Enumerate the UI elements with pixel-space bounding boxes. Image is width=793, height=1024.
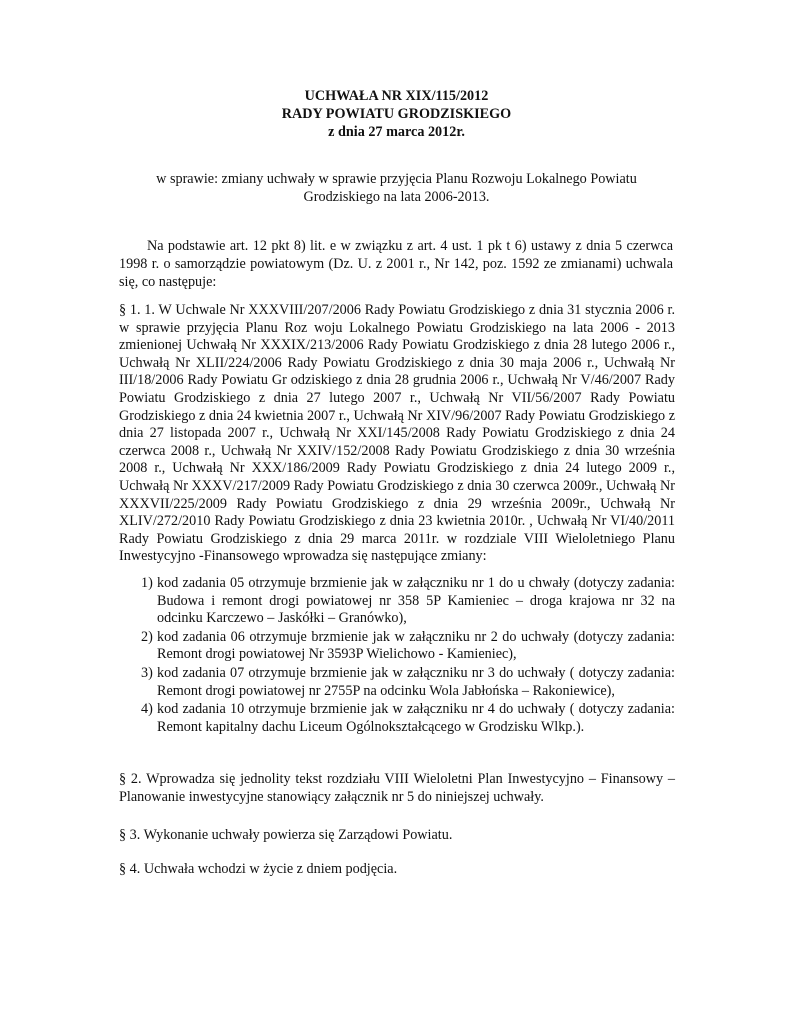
paragraph-1: § 1. 1. W Uchwale Nr XXXVIII/207/2006 Rady Powiatu Grodziskiego z dnia 31 stycznia 2006 r. w sprawie przyjęcia Planu Roz woju Lokalnego Powiatu Grodziskiego na lata 2006 - 2013 zmienionej Uchwałą Nr XXXIX/213/2006 Rady Powiatu Grodziskiego z dnia 28 lutego 2006 r., Uchwałą Nr XLII/224/2006 Rady Powiatu Grodziskiego z dnia 30 maja 2006 r., Uchwałą Nr III/18/2006 Rady Powiatu Gr odziskiego z dnia 28 grudnia 2006 r., Uchwałą Nr V/46/2007 Rady Powiatu Grodziskiego z dnia 27 lutego 2007 r., Uchwałą Nr VII/56/2007 Rady Powiatu Grodziskiego z dnia 24 kwietnia 2007 r., Uchwałą Nr XIV/96/2007 Rady Powiatu Grodziskiego z dnia 27 listopada 2007 r., Uchwałą Nr XXI/145/2008 Rady Powiatu Grodziskiego z dnia 24 czerwca 2008 r., Uchwałą Nr XXIV/152/2008 Rady Powiatu Grodziskiego z dnia 30 września 2008 r., Uchwałą Nr XXX/186/2009 Rady Powiatu Grodziskiego z dnia 24 lutego 2009 r., Uchwałą Nr XXXV/217/2009 Rady Powiatu Grodziskiego z dnia 30 czerwca 2009r., Uchwałą Nr XXXVII/225/2009 Rady Powiatu Grodziskiego z dnia 29 września 2009r., Uchwałą Nr XLIV/272/2010 Rady Powiatu Grodziskiego z dnia 23 kwietnia 2010r. , Uchwałą Nr VI/40/2011 Rady Powiatu Grodziskiego z dnia 29 marca 2011r. w rozdziale VIII Wieloletniego Planu Inwestycyjno -Finansowego wprowadza się następujące zmiany: bbox=[119, 302, 675, 565]
list-item-text: kod zadania 06 otrzymuje brzmienie jak w załączniku nr 2 do uchwały (dotyczy zadania: Remont drogi powiatowej Nr 3593P Wielichowo - Kamieniec), bbox=[157, 628, 675, 663]
resolution-subject: w sprawie: zmiany uchwały w sprawie przyjęcia Planu Rozwoju Lokalnego Powiatu Grodziskiego na lata 2006-2013. bbox=[156, 171, 637, 205]
list-item bbox=[119, 665, 675, 700]
paragraph-4: § 4. Uchwała wchodzi w życie z dniem podjęcia. bbox=[119, 861, 398, 877]
list-item-number: 3) bbox=[141, 664, 153, 681]
resolution-number: UCHWAŁA NR XIX/115/2012 bbox=[304, 88, 489, 104]
issuing-body: RADY POWIATU GRODZISKIEGO bbox=[281, 106, 512, 122]
document-header bbox=[0, 87, 793, 141]
paragraph-2: § 2. Wprowadza się jednolity tekst rozdziału VIII Wieloletni Plan Inwestycyjno – Finansowy – Planowanie inwestycyjne stanowiący załącznik nr 5 do niniejszej uchwały. bbox=[119, 771, 675, 805]
list-item bbox=[119, 629, 675, 664]
list-item-number: 4) bbox=[141, 701, 153, 718]
list-item-text: kod zadania 05 otrzymuje brzmienie jak w załączniku nr 1 do u chwały (dotyczy zadania: Budowa i remont drogi powiatowej nr 358 5P Kamieniec – droga krajowa nr 32 na odcinku Karczewo – Jaskółki – Granówko), bbox=[157, 575, 675, 627]
resolution-date: z dnia 27 marca 2012r. bbox=[328, 124, 465, 140]
list-item bbox=[119, 701, 675, 736]
list-item bbox=[119, 575, 675, 628]
paragraph-3: § 3. Wykonanie uchwały powierza się Zarządowi Powiatu. bbox=[119, 827, 453, 843]
list-item-number: 2) bbox=[141, 628, 153, 645]
changes-list bbox=[119, 575, 675, 737]
list-item-text: kod zadania 10 otrzymuje brzmienie jak w załączniku nr 4 do uchwały ( dotyczy zadania: Remont kapitalny dachu Liceum Ogólnokształcącego w Grodzisku Wlkp.). bbox=[157, 701, 675, 735]
legal-basis-text: Na podstawie art. 12 pkt 8) lit. e w związku z art. 4 ust. 1 pk t 6) ustawy z dnia 5 czerwca 1998 r. o samorządzie powiatowym (Dz. U. z 2001 r., Nr 142, poz. 1592 ze zmianami) uchwala się, co następuje: bbox=[119, 238, 673, 290]
legal-basis bbox=[119, 237, 673, 291]
list-item-text: kod zadania 07 otrzymuje brzmienie jak w załączniku nr 3 do uchwały ( dotyczy zadania: Remont drogi powiatowej nr 2755P na odcinku Wola Jabłońska – Rakoniewice), bbox=[157, 664, 675, 699]
list-item-number: 1) bbox=[141, 575, 153, 591]
